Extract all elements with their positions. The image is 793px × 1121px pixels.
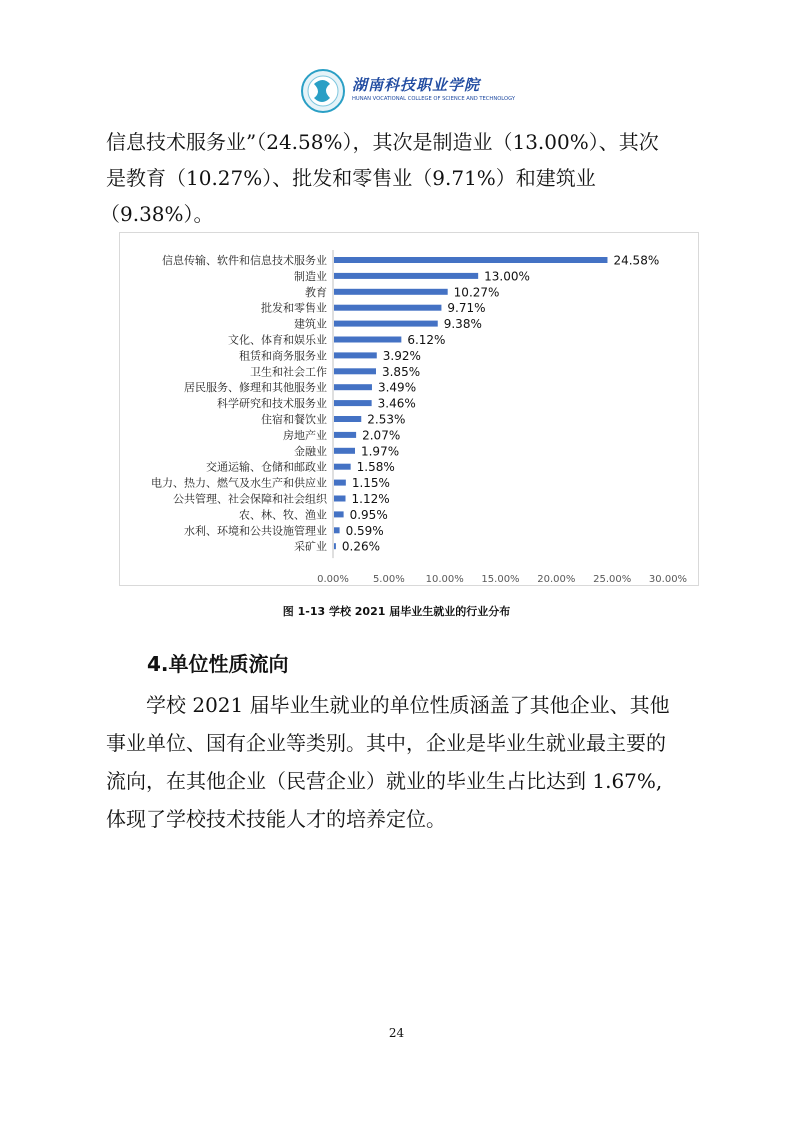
category-label: 采矿业: [294, 540, 327, 554]
category-label: 居民服务、修理和其他服务业: [184, 381, 327, 395]
text-line: 事业单位、国有企业等类别。其中，企业是毕业生就业最主要的: [106, 731, 666, 755]
data-label: 10.27%: [453, 285, 500, 300]
category-label: 租赁和商务服务业: [239, 349, 327, 363]
bar: [334, 511, 344, 517]
bar: [334, 432, 356, 438]
x-tick-label: 30.00%: [648, 574, 688, 585]
data-label: 3.92%: [382, 348, 421, 363]
category-label: 卫生和社会工作: [250, 365, 327, 379]
category-label: 教育: [305, 285, 327, 299]
x-tick-label: 5.00%: [372, 574, 405, 585]
data-label: 0.95%: [349, 507, 388, 522]
bar: [334, 527, 340, 533]
text-line: （9.38%）。: [100, 202, 214, 226]
school-name: 湖南科技职业学院: [352, 76, 481, 94]
text-line: 流向，在其他企业（民营企业）就业的毕业生占比达到 1.67%,: [106, 769, 663, 793]
data-label: 2.07%: [362, 428, 401, 443]
text-line: 体现了学校技术技能人才的培养定位。: [106, 807, 446, 831]
data-label: 9.71%: [447, 301, 486, 316]
category-label: 建筑业: [294, 317, 327, 331]
data-label: 3.46%: [377, 396, 416, 411]
data-label: 1.97%: [360, 444, 400, 459]
chart-canvas: [120, 233, 698, 585]
data-label: 1.15%: [351, 476, 390, 491]
school-logo-header: [300, 68, 516, 118]
data-label: 1.12%: [351, 492, 390, 506]
data-label: 9.38%: [443, 317, 482, 332]
text-line: 信息技术服务业”（24.58%），其次是制造业（13.00%）、其次: [106, 130, 659, 154]
x-tick-label: 10.00%: [425, 574, 464, 585]
category-label: 制造业: [294, 269, 327, 283]
section-heading: 4.单位性质流向: [147, 652, 289, 676]
bar: [334, 289, 448, 295]
bar: [334, 368, 376, 374]
bar: [334, 416, 361, 422]
data-label: 0.59%: [345, 523, 384, 538]
bar: [334, 337, 401, 343]
body-paragraph: [106, 686, 706, 838]
bar: [334, 464, 351, 470]
category-label: 水利、环境和公共设施管理业: [184, 524, 327, 538]
bar: [334, 480, 346, 486]
x-tick-label: 0.00%: [317, 574, 349, 585]
bar: [334, 448, 355, 454]
data-label: 3.49%: [377, 380, 417, 395]
category-label: 批发和零售业: [261, 301, 327, 315]
intro-paragraph: [100, 124, 706, 232]
bar: [334, 305, 441, 311]
category-label: 房地产业: [283, 428, 327, 442]
category-label: 信息传输、软件和信息技术服务业: [162, 254, 327, 267]
page-number: 24: [388, 1026, 405, 1040]
category-label: 住宿和餐饮业: [261, 413, 327, 426]
data-label: 0.26%: [341, 539, 381, 554]
x-tick-label: 20.00%: [537, 574, 576, 585]
school-logo-icon: [300, 68, 346, 114]
text-line: 学校 2021 届毕业生就业的单位性质涵盖了其他企业、其他: [106, 693, 670, 717]
bar: [334, 352, 377, 358]
text-line: 是教育（10.27%）、批发和零售业（9.71%）和建筑业: [106, 166, 596, 190]
category-label: 电力、热力、燃气及水生产和供应业: [151, 476, 327, 490]
category-label: 科学研究和技术服务业: [217, 397, 327, 411]
bar: [334, 496, 346, 502]
bar: [334, 384, 372, 390]
data-label: 24.58%: [613, 253, 660, 268]
bar: [334, 400, 372, 406]
bar: [334, 257, 607, 263]
category-label: 文化、体育和娱乐业: [228, 333, 327, 347]
data-label: 13.00%: [484, 269, 530, 284]
x-tick-label: 25.00%: [593, 574, 632, 585]
data-label: 2.53%: [367, 412, 406, 427]
category-label: 公共管理、社会保障和社会组织: [173, 492, 327, 506]
x-tick-label: 15.00%: [481, 574, 520, 585]
bar: [334, 273, 478, 279]
data-label: 3.85%: [381, 364, 421, 379]
data-label: 6.12%: [407, 333, 446, 347]
category-label: 交通运输、仓储和邮政业: [206, 460, 327, 474]
figure-caption: 图 1-13 学校 2021 届毕业生就业的行业分布: [282, 605, 511, 618]
bar: [334, 543, 336, 549]
bar: [334, 321, 438, 327]
category-label: 金融业: [294, 444, 327, 458]
data-label: 1.58%: [356, 460, 395, 475]
category-label: 农、林、牧、渔业: [239, 508, 327, 522]
industry-bar-chart: [119, 232, 699, 586]
school-name-en: HUNAN VOCATIONAL COLLEGE OF SCIENCE AND TECHNOLOGY: [352, 96, 516, 102]
